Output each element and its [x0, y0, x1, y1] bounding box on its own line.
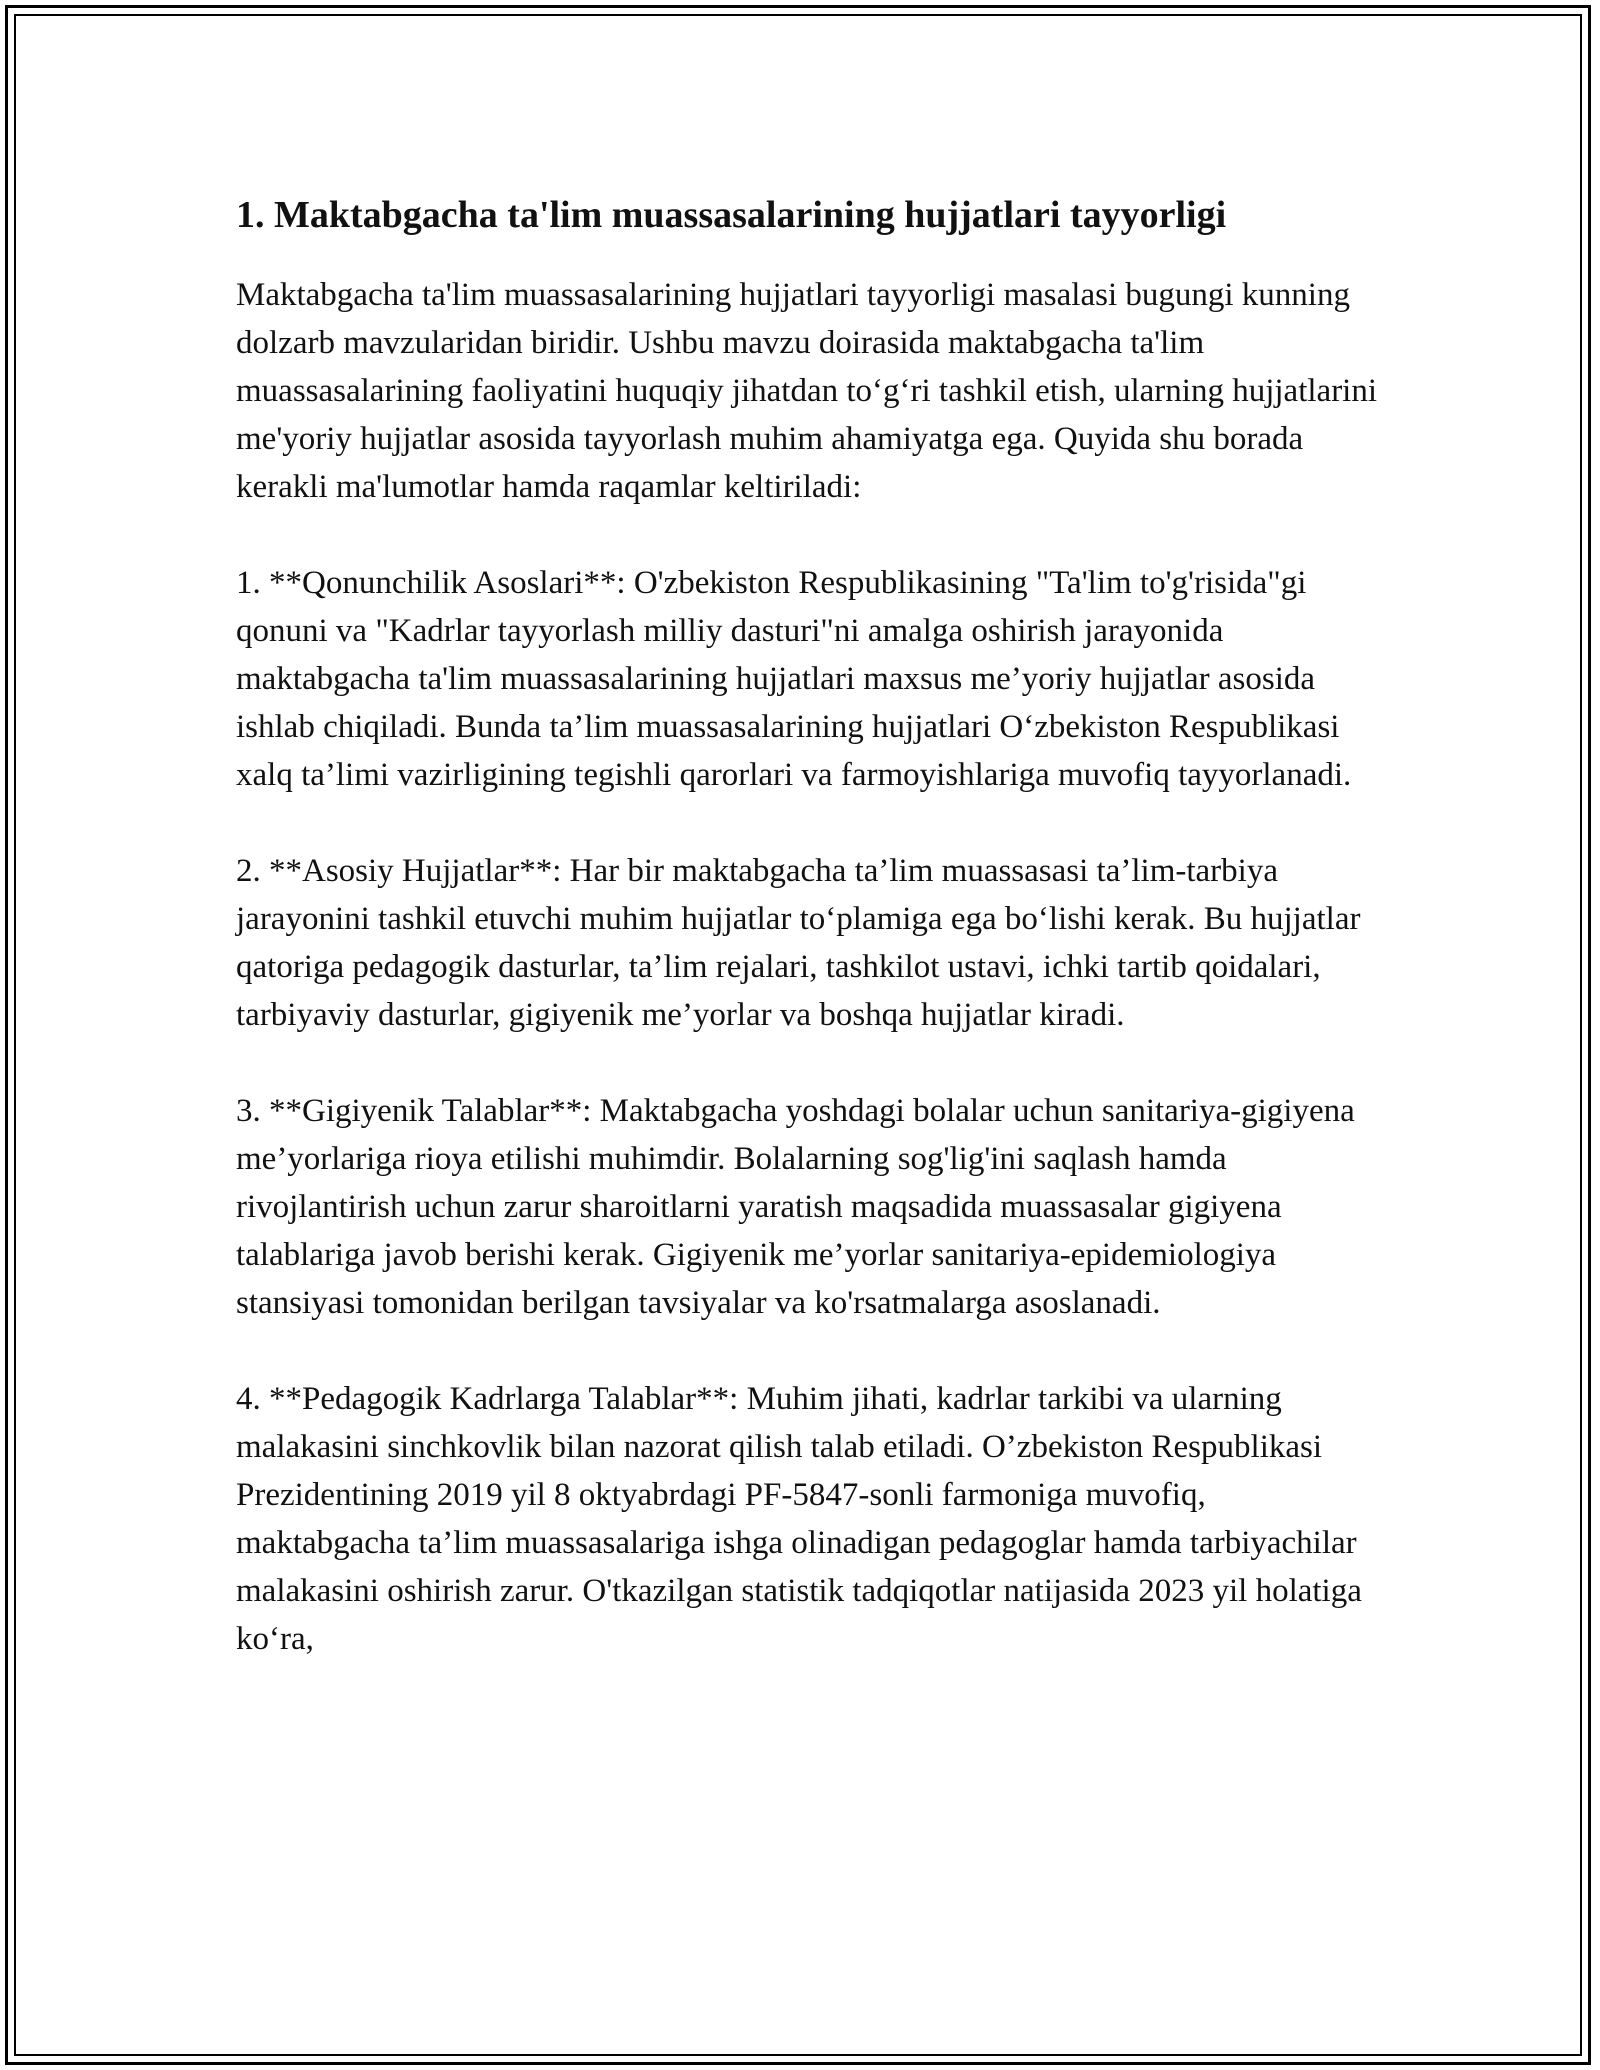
- legal-basis-paragraph: 1. **Qonunchilik Asoslari**: O'zbekiston Respublikasining "Ta'lim to'g'risida"gi qonuni va "Kadrlar tayyorlash milliy dasturi"ni amalga oshirish jarayonida maktabgacha ta'lim muassasalarining hujjatlari maxsus me’yoriy hujjatlar asosida ishlab chiqiladi. Bunda ta’lim muassasalarining hujjatlari O‘zbekiston Respublikasi xalq ta’limi vazirligining tegishli qarorlari va farmoyishlariga muvofiq tayyorlanadi.: [236, 565, 1352, 793]
- intro-paragraph: Maktabgacha ta'lim muassasalarining hujjatlari tayyorligi masalasi bugungi kunning dolzarb mavzularidan biridir. Ushbu mavzu doirasida maktabgacha ta'lim muassasalarining faoliyatini huquqiy jihatdan to‘g‘ri tashkil etish, ularning hujjatlarini me'yoriy hujjatlar asosida tayyorlash muhim ahamiyatga ega. Quyida shu borada kerakli ma'lumotlar hamda raqamlar keltiriladi:: [236, 277, 1378, 505]
- staff-requirements-paragraph: 4. **Pedagogik Kadrlarga Talablar**: Muhim jihati, kadrlar tarkibi va ularning malakasini sinchkovlik bilan nazorat qilish talab etiladi. O’zbekiston Respublikasi Prezidentining 2019 yil 8 oktyabrdagi PF-5847-sonli farmoniga muvofiq, maktabgacha ta’lim muassasalariga ishga olinadigan pedagoglar hamda tarbiyachilar malakasini oshirish zarur. O'tkazilgan statistik tadqiqotlar natijasida 2023 yil holatiga ko‘ra,: [236, 1381, 1362, 1657]
- section-heading: 1. Maktabgacha ta'lim muassasalarining hujjatlari tayyorligi: [236, 194, 1227, 236]
- main-documents-paragraph: 2. **Asosiy Hujjatlar**: Har bir maktabgacha ta’lim muassasasi ta’lim-tarbiya jarayonini tashkil etuvchi muhim hujjatlar to‘plamiga ega bo‘lishi kerak. Bu hujjatlar qatoriga pedagogik dasturlar, ta’lim rejalari, tashkilot ustavi, ichki tartib qoidalari, tarbiyaviy dasturlar, gigiyenik me’yorlar va boshqa hujjatlar kiradi.: [236, 853, 1361, 1033]
- hygiene-requirements-paragraph: 3. **Gigiyenik Talablar**: Maktabgacha yoshdagi bolalar uchun sanitariya-gigiyena me’yorlariga rioya etilishi muhimdir. Bolalarning sog'lig'ini saqlash hamda rivojlantirish uchun zarur sharoitlarni yaratish maqsadida muassasalar gigiyena talablariga javob berishi kerak. Gigiyenik me’yorlar sanitariya-epidemiologiya stansiyasi tomonidan berilgan tavsiyalar va ko'rsatmalarga asoslanadi.: [236, 1093, 1355, 1321]
- document-body: [236, 187, 1386, 1711]
